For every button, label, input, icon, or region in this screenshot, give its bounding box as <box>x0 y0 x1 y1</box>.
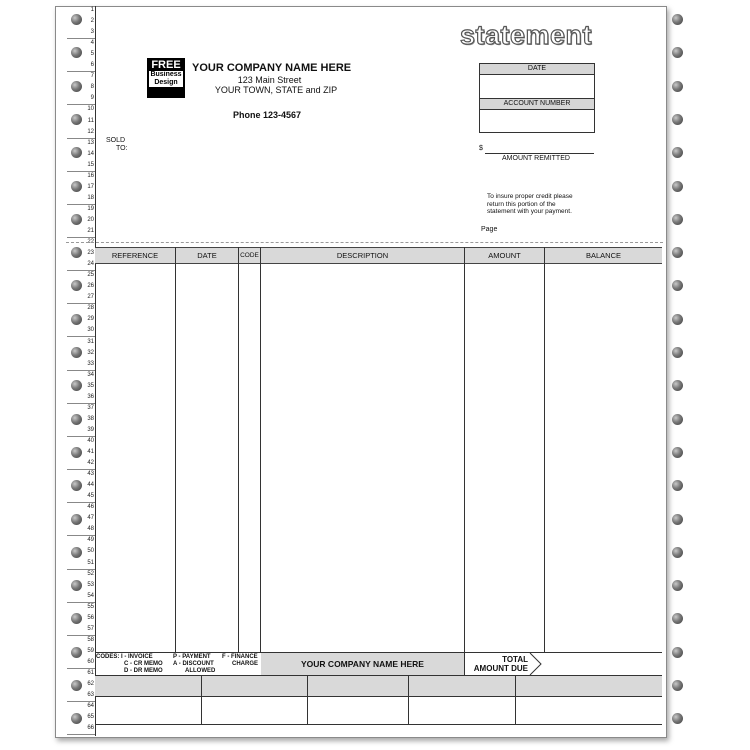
line-number: 27 <box>87 294 94 301</box>
line-number: 20 <box>87 216 94 223</box>
line-number: 65 <box>87 714 94 721</box>
codes-legend <box>96 654 163 675</box>
line-number: 33 <box>87 360 94 367</box>
feed-hole <box>71 81 82 92</box>
line-number: 24 <box>87 261 94 268</box>
stub-divider <box>515 676 516 724</box>
column-divider <box>464 247 465 675</box>
line-number: 5 <box>90 51 94 58</box>
line-number: 16 <box>87 172 94 179</box>
total-amount-due-field[interactable] <box>545 653 662 674</box>
line-number: 49 <box>87 537 94 544</box>
line-number: 46 <box>87 504 94 511</box>
dollar-sign: $ <box>479 145 483 152</box>
line-number: 14 <box>87 150 94 157</box>
line-tick <box>67 138 95 139</box>
feed-hole <box>71 181 82 192</box>
line-tick <box>67 469 95 470</box>
line-number: 48 <box>87 526 94 533</box>
feed-hole <box>672 314 683 325</box>
column-header-balance: BALANCE <box>545 247 662 264</box>
line-number: 35 <box>87 382 94 389</box>
line-number: 44 <box>87 482 94 489</box>
code-cr-memo: C - CR MEMO <box>124 661 163 667</box>
line-number: 52 <box>87 570 94 577</box>
code-payment: P - PAYMENT <box>173 654 211 660</box>
code-discount: A - DISCOUNT <box>173 661 214 667</box>
codes-label: CODES: <box>96 654 120 660</box>
code-finance: F - FINANCE <box>222 654 258 660</box>
line-number: 18 <box>87 194 94 201</box>
account-number-label: ACCOUNT NUMBER <box>480 98 594 110</box>
line-number: 26 <box>87 283 94 290</box>
ruler-line <box>95 6 96 736</box>
line-number: 63 <box>87 692 94 699</box>
stub-divider <box>201 676 202 724</box>
amount-remitted-line[interactable] <box>485 153 594 154</box>
column-header-date: DATE <box>176 247 238 264</box>
column-divider <box>260 247 261 652</box>
logo-line-3: Design <box>149 79 183 87</box>
company-street: 123 Main Street <box>237 75 302 85</box>
line-tick <box>67 403 95 404</box>
feed-hole <box>672 547 683 558</box>
feed-hole <box>672 680 683 691</box>
line-number: 54 <box>87 592 94 599</box>
line-tick <box>67 104 95 105</box>
stub-header-row <box>95 676 662 697</box>
sold-to-label-2: TO: <box>116 145 128 152</box>
feed-hole <box>672 613 683 624</box>
feed-hole <box>672 81 683 92</box>
line-number: 42 <box>87 460 94 467</box>
line-number: 22 <box>87 239 94 246</box>
line-tick <box>67 237 95 238</box>
line-number: 40 <box>87 437 94 444</box>
line-number: 34 <box>87 371 94 378</box>
feed-hole <box>71 414 82 425</box>
instruction-line: statement with your payment. <box>487 208 572 215</box>
line-number: 66 <box>87 725 94 732</box>
feed-hole <box>71 114 82 125</box>
line-number: 41 <box>87 449 94 455</box>
line-number: 25 <box>87 272 94 279</box>
feed-hole <box>71 447 82 458</box>
feed-hole <box>71 214 82 225</box>
feed-hole <box>672 447 683 458</box>
line-tick <box>67 303 95 304</box>
column-header-reference: REFERENCE <box>95 247 175 264</box>
line-number: 11 <box>87 117 94 124</box>
line-number: 13 <box>87 139 94 146</box>
feed-hole <box>71 647 82 658</box>
feed-hole <box>672 514 683 525</box>
line-number: 10 <box>87 106 94 113</box>
line-number: 50 <box>87 548 94 555</box>
stub-divider <box>408 676 409 724</box>
company-phone: Phone 123-4567 <box>233 110 302 120</box>
logo-line-2: Business <box>150 71 182 78</box>
line-number: 37 <box>87 404 94 411</box>
line-number: 51 <box>87 559 94 566</box>
line-number: 55 <box>87 603 94 610</box>
line-number: 45 <box>87 493 94 500</box>
line-tick <box>67 701 95 702</box>
instruction-line: return this portion of the <box>487 200 556 208</box>
line-number: 12 <box>87 128 94 135</box>
code-allowed: ALLOWED <box>185 668 216 674</box>
line-number: 17 <box>87 183 94 190</box>
line-tick <box>67 204 95 205</box>
line-number: 39 <box>87 426 94 433</box>
feed-hole <box>672 347 683 358</box>
line-tick <box>67 635 95 636</box>
feed-hole <box>672 280 683 291</box>
line-number: 64 <box>87 703 94 710</box>
total-arrow-icon <box>529 653 543 675</box>
line-tick <box>67 171 95 172</box>
perforation-line <box>66 242 663 243</box>
line-number: 31 <box>87 338 94 345</box>
feed-hole <box>71 514 82 525</box>
footer-company-name: YOUR COMPANY NAME HERE <box>301 659 424 669</box>
line-tick <box>67 502 95 503</box>
total-label-1: TOTAL <box>502 655 528 664</box>
feed-hole <box>672 147 683 158</box>
code-charge: CHARGE <box>232 661 259 667</box>
line-number: 30 <box>87 327 94 334</box>
page-label: Page <box>481 226 498 233</box>
feed-hole <box>672 713 683 724</box>
total-amount-due-label <box>468 655 528 673</box>
codes-legend-2 <box>173 654 215 675</box>
line-number: 9 <box>90 95 94 102</box>
company-name: YOUR COMPANY NAME HERE <box>192 62 352 74</box>
date-field-label: DATE <box>480 64 594 75</box>
feed-hole <box>672 214 683 225</box>
line-number: 59 <box>87 647 94 654</box>
feed-hole <box>672 647 683 658</box>
line-number: 29 <box>87 316 94 323</box>
line-number: 58 <box>87 636 94 643</box>
line-number: 8 <box>90 84 94 91</box>
line-number: 15 <box>87 161 94 168</box>
logo-line-1: FREE <box>151 59 181 71</box>
feed-hole <box>71 547 82 558</box>
line-number: 19 <box>87 205 94 212</box>
feed-hole <box>672 414 683 425</box>
line-number: 2 <box>90 18 94 25</box>
line-number: 23 <box>87 250 94 257</box>
column-header-code: CODE <box>239 247 260 264</box>
sold-to-label-1: SOLD <box>106 137 126 144</box>
column-header-amount: AMOUNT <box>465 247 544 264</box>
line-number: 7 <box>90 73 94 80</box>
date-field[interactable] <box>480 75 594 98</box>
line-number: 60 <box>87 658 94 665</box>
feed-hole <box>71 347 82 358</box>
line-tick <box>67 734 95 735</box>
feed-hole <box>672 580 683 591</box>
line-number: 57 <box>87 625 94 632</box>
line-number: 38 <box>87 415 94 422</box>
feed-hole <box>672 480 683 491</box>
column-divider <box>544 247 545 652</box>
date-account-box <box>479 63 595 133</box>
company-logo <box>147 58 185 98</box>
line-number: 1 <box>90 7 94 13</box>
line-number: 4 <box>90 40 94 47</box>
instruction-line: To insure proper credit please <box>487 193 573 200</box>
stub-divider <box>307 676 308 724</box>
line-number: 28 <box>87 305 94 312</box>
company-city: YOUR TOWN, STATE and ZIP <box>214 85 338 95</box>
line-tick <box>67 38 95 39</box>
line-number: 61 <box>87 670 94 676</box>
line-tick <box>67 436 95 437</box>
line-number: 62 <box>87 681 94 688</box>
remit-instructions <box>487 193 573 216</box>
line-number: 56 <box>87 614 94 621</box>
line-number: 43 <box>87 471 94 478</box>
feed-hole <box>71 680 82 691</box>
feed-hole <box>672 14 683 25</box>
column-header-description: DESCRIPTION <box>261 247 464 264</box>
line-tick <box>67 668 95 669</box>
line-tick <box>67 602 95 603</box>
line-tick <box>67 270 95 271</box>
feed-hole <box>672 247 683 258</box>
line-tick <box>67 370 95 371</box>
column-divider <box>175 247 176 652</box>
feed-hole <box>71 314 82 325</box>
column-divider <box>238 247 239 652</box>
line-number: 21 <box>87 228 94 234</box>
line-tick <box>67 336 95 337</box>
amount-remitted-label: AMOUNT REMITTED <box>502 155 570 162</box>
line-tick <box>67 569 95 570</box>
line-tick <box>67 535 95 536</box>
stub-bottom-rule <box>95 724 662 725</box>
line-tick <box>67 71 95 72</box>
feed-hole <box>71 14 82 25</box>
line-number: 32 <box>87 349 94 356</box>
feed-hole <box>672 380 683 391</box>
code-dr-memo: D - DR MEMO <box>124 668 163 674</box>
line-number: 3 <box>90 29 94 36</box>
codes-legend-3 <box>222 654 258 668</box>
total-label-2: AMOUNT DUE <box>473 664 528 673</box>
line-number: 53 <box>87 581 94 588</box>
line-number: 6 <box>90 62 94 69</box>
line-number: 47 <box>87 515 94 522</box>
document-title: statement <box>460 20 593 50</box>
feed-hole <box>672 47 683 58</box>
feed-hole <box>672 181 683 192</box>
code-invoice: I - INVOICE <box>121 654 153 660</box>
feed-hole <box>672 114 683 125</box>
account-number-field[interactable] <box>480 110 594 132</box>
line-number: 36 <box>87 393 94 400</box>
